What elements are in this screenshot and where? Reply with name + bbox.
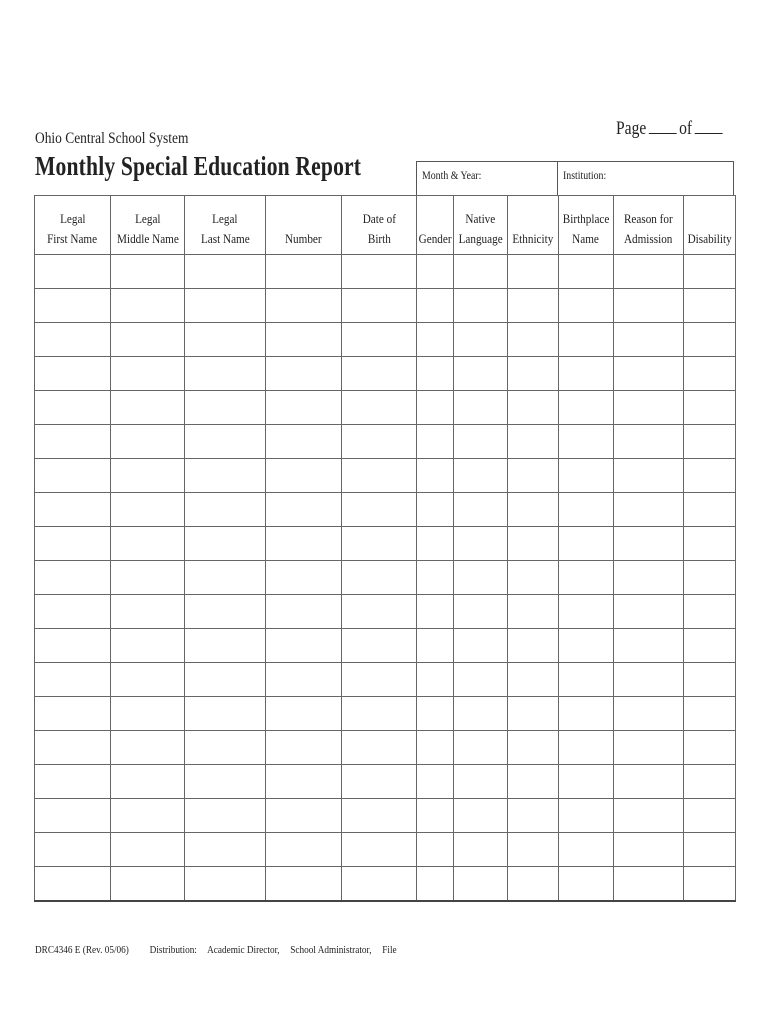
table-cell[interactable]: [559, 799, 614, 833]
table-cell[interactable]: [684, 595, 736, 629]
table-cell[interactable]: [111, 255, 185, 289]
report-info-box: [416, 161, 734, 195]
table-cell[interactable]: [185, 561, 266, 595]
table-cell[interactable]: [35, 833, 111, 867]
table-cell[interactable]: [559, 765, 614, 799]
table-cell[interactable]: [266, 493, 342, 527]
table-row: [35, 357, 736, 391]
table-cell[interactable]: [35, 867, 111, 902]
table-cell[interactable]: [417, 459, 454, 493]
table-row: [35, 425, 736, 459]
table-cell[interactable]: [342, 391, 417, 425]
month-year-field[interactable]: [417, 162, 558, 195]
table-cell[interactable]: [684, 799, 736, 833]
table-cell[interactable]: [614, 595, 684, 629]
table-cell[interactable]: [614, 425, 684, 459]
table-cell[interactable]: [614, 255, 684, 289]
institution-field[interactable]: [558, 162, 733, 195]
table-cell[interactable]: [266, 629, 342, 663]
table-cell[interactable]: [111, 731, 185, 765]
table-cell[interactable]: [559, 663, 614, 697]
table-cell[interactable]: [454, 289, 508, 323]
table-body: [35, 255, 736, 902]
table-cell[interactable]: [342, 561, 417, 595]
table-cell[interactable]: [266, 833, 342, 867]
table-cell[interactable]: [185, 289, 266, 323]
table-cell[interactable]: [614, 731, 684, 765]
table-cell[interactable]: [417, 629, 454, 663]
table-cell[interactable]: [266, 323, 342, 357]
table-cell[interactable]: [508, 425, 559, 459]
table-cell[interactable]: [614, 697, 684, 731]
table-row: [35, 561, 736, 595]
table-cell[interactable]: [35, 799, 111, 833]
table-cell[interactable]: [185, 595, 266, 629]
column-header-line: Legal: [134, 211, 161, 226]
table-row: [35, 663, 736, 697]
table-cell[interactable]: [508, 323, 559, 357]
table-cell[interactable]: [559, 833, 614, 867]
table-cell[interactable]: [35, 731, 111, 765]
table-cell[interactable]: [559, 255, 614, 289]
table-cell[interactable]: [342, 833, 417, 867]
table-cell[interactable]: [35, 391, 111, 425]
table-cell[interactable]: [454, 731, 508, 765]
table-cell[interactable]: [614, 561, 684, 595]
table-cell[interactable]: [266, 391, 342, 425]
table-cell[interactable]: [508, 731, 559, 765]
table-cell[interactable]: [454, 459, 508, 493]
column-header: [508, 196, 559, 255]
table-cell[interactable]: [417, 255, 454, 289]
table-cell[interactable]: [614, 323, 684, 357]
table-cell[interactable]: [614, 867, 684, 902]
table-cell[interactable]: [35, 357, 111, 391]
table-cell[interactable]: [454, 799, 508, 833]
table-cell[interactable]: [684, 425, 736, 459]
table-cell[interactable]: [417, 323, 454, 357]
form-id: DRC4346 E (Rev. 05/06): [35, 944, 129, 956]
table-cell[interactable]: [684, 663, 736, 697]
page-number-field: [616, 118, 725, 140]
table-cell[interactable]: [454, 867, 508, 902]
distribution-label: Distribution:: [149, 944, 197, 956]
report-table: [34, 195, 736, 902]
table-cell[interactable]: [185, 833, 266, 867]
table-cell[interactable]: [614, 459, 684, 493]
table-cell[interactable]: [111, 527, 185, 561]
table-cell[interactable]: [111, 629, 185, 663]
table-cell[interactable]: [342, 731, 417, 765]
table-cell[interactable]: [508, 799, 559, 833]
column-header-line: Legal: [212, 211, 238, 226]
table-cell[interactable]: [684, 357, 736, 391]
table-cell[interactable]: [342, 595, 417, 629]
table-cell[interactable]: [614, 289, 684, 323]
column-header: [614, 196, 684, 255]
table-cell[interactable]: [508, 765, 559, 799]
table-cell[interactable]: [614, 493, 684, 527]
table-cell[interactable]: [266, 289, 342, 323]
table-cell[interactable]: [614, 357, 684, 391]
table-cell[interactable]: [185, 357, 266, 391]
table-cell[interactable]: [35, 697, 111, 731]
table-cell[interactable]: [559, 697, 614, 731]
table-row: [35, 731, 736, 765]
table-cell[interactable]: [508, 459, 559, 493]
table-row: [35, 799, 736, 833]
table-cell[interactable]: [559, 731, 614, 765]
column-header-line: Legal: [59, 211, 86, 226]
column-header: [684, 196, 736, 255]
column-header: [417, 196, 454, 255]
column-header-line: Name: [572, 231, 600, 246]
distribution-recipient: School Administrator,: [290, 944, 372, 956]
table-cell[interactable]: [111, 289, 185, 323]
table-cell[interactable]: [185, 323, 266, 357]
table-cell[interactable]: [508, 561, 559, 595]
table-cell[interactable]: [35, 527, 111, 561]
table-cell[interactable]: [266, 561, 342, 595]
table-cell[interactable]: [454, 765, 508, 799]
table-cell[interactable]: [454, 527, 508, 561]
table-cell[interactable]: [417, 663, 454, 697]
table-cell[interactable]: [111, 561, 185, 595]
table-cell[interactable]: [342, 765, 417, 799]
table-cell[interactable]: [454, 697, 508, 731]
table-cell[interactable]: [559, 561, 614, 595]
table-cell[interactable]: [684, 527, 736, 561]
table-cell[interactable]: [35, 561, 111, 595]
table-cell[interactable]: [111, 357, 185, 391]
table-cell[interactable]: [508, 629, 559, 663]
table-cell[interactable]: [454, 561, 508, 595]
table-cell[interactable]: [342, 357, 417, 391]
table-cell[interactable]: [35, 289, 111, 323]
table-cell[interactable]: [111, 493, 185, 527]
table-cell[interactable]: [342, 425, 417, 459]
table-cell[interactable]: [508, 595, 559, 629]
table-cell[interactable]: [342, 459, 417, 493]
column-header-line: Number: [285, 231, 322, 246]
table-cell[interactable]: [342, 867, 417, 902]
table-cell[interactable]: [684, 697, 736, 731]
table-cell[interactable]: [454, 629, 508, 663]
table-cell[interactable]: [614, 833, 684, 867]
table-cell[interactable]: [614, 629, 684, 663]
column-header-line: Middle Name: [116, 231, 179, 246]
table-row: [35, 527, 736, 561]
column-header-line: Ethnicity: [512, 231, 554, 246]
table-cell[interactable]: [266, 799, 342, 833]
table-cell[interactable]: [185, 799, 266, 833]
table-cell[interactable]: [111, 323, 185, 357]
column-header-line: Native: [465, 211, 496, 226]
table-cell[interactable]: [684, 833, 736, 867]
table-cell[interactable]: [185, 391, 266, 425]
table-cell[interactable]: [508, 289, 559, 323]
page-total-blank[interactable]: [695, 119, 723, 134]
table-cell[interactable]: [417, 731, 454, 765]
table-cell[interactable]: [454, 323, 508, 357]
table-cell[interactable]: [342, 697, 417, 731]
table-row: [35, 833, 736, 867]
table-cell[interactable]: [559, 459, 614, 493]
table-cell[interactable]: [508, 663, 559, 697]
table-cell[interactable]: [508, 357, 559, 391]
table-cell[interactable]: [342, 289, 417, 323]
table-cell[interactable]: [342, 629, 417, 663]
table-cell[interactable]: [684, 561, 736, 595]
table-cell[interactable]: [559, 425, 614, 459]
column-header: [342, 196, 417, 255]
table-cell[interactable]: [35, 629, 111, 663]
table-cell[interactable]: [614, 391, 684, 425]
table-row: [35, 765, 736, 799]
table-cell[interactable]: [614, 765, 684, 799]
table-cell[interactable]: [508, 255, 559, 289]
table-cell[interactable]: [111, 425, 185, 459]
table-cell[interactable]: [266, 459, 342, 493]
column-header: [35, 196, 111, 255]
page-number-blank[interactable]: [649, 119, 677, 134]
table-header-row: [35, 196, 736, 255]
table-cell[interactable]: [508, 833, 559, 867]
table-cell[interactable]: [454, 255, 508, 289]
table-cell[interactable]: [185, 663, 266, 697]
table-cell[interactable]: [111, 595, 185, 629]
table-cell[interactable]: [559, 595, 614, 629]
table-cell[interactable]: [559, 867, 614, 902]
column-header-line: Admission: [624, 231, 673, 246]
table-cell[interactable]: [111, 765, 185, 799]
organization-name: Ohio Central School System: [35, 130, 189, 147]
table-cell[interactable]: [417, 493, 454, 527]
table-cell[interactable]: [266, 425, 342, 459]
table-cell[interactable]: [508, 867, 559, 902]
table-row: [35, 255, 736, 289]
table-cell[interactable]: [185, 697, 266, 731]
table-cell[interactable]: [684, 255, 736, 289]
table-cell[interactable]: [417, 527, 454, 561]
table-cell[interactable]: [417, 391, 454, 425]
table-cell[interactable]: [185, 425, 266, 459]
table-row: [35, 629, 736, 663]
table-cell[interactable]: [342, 255, 417, 289]
table-row: [35, 697, 736, 731]
table-cell[interactable]: [684, 493, 736, 527]
column-header-line: Birth: [367, 231, 391, 246]
table-cell[interactable]: [35, 425, 111, 459]
table-cell[interactable]: [684, 323, 736, 357]
column-header-line: Last Name: [200, 231, 250, 246]
table-cell[interactable]: [417, 867, 454, 902]
table-cell[interactable]: [266, 357, 342, 391]
table-cell[interactable]: [417, 357, 454, 391]
table-cell[interactable]: [559, 289, 614, 323]
table-cell[interactable]: [454, 493, 508, 527]
table-cell[interactable]: [684, 391, 736, 425]
table-cell[interactable]: [185, 867, 266, 902]
table-cell[interactable]: [342, 323, 417, 357]
table-cell[interactable]: [185, 459, 266, 493]
table-cell[interactable]: [342, 799, 417, 833]
table-cell[interactable]: [614, 663, 684, 697]
table-cell[interactable]: [417, 425, 454, 459]
table-cell[interactable]: [508, 391, 559, 425]
institution-label: Institution:: [563, 168, 607, 182]
table-cell[interactable]: [35, 459, 111, 493]
column-header: [185, 196, 266, 255]
table-cell[interactable]: [508, 493, 559, 527]
table-row: [35, 867, 736, 902]
table-cell[interactable]: [559, 323, 614, 357]
table-cell[interactable]: [684, 289, 736, 323]
table-cell[interactable]: [454, 391, 508, 425]
column-header: [559, 196, 614, 255]
table-cell[interactable]: [454, 663, 508, 697]
table-row: [35, 459, 736, 493]
table-cell[interactable]: [614, 527, 684, 561]
table-cell[interactable]: [508, 527, 559, 561]
table-cell[interactable]: [454, 357, 508, 391]
table-cell[interactable]: [266, 663, 342, 697]
column-header: [266, 196, 342, 255]
table-cell[interactable]: [111, 391, 185, 425]
table-cell[interactable]: [559, 629, 614, 663]
table-cell[interactable]: [342, 527, 417, 561]
table-cell[interactable]: [559, 357, 614, 391]
table-cell[interactable]: [266, 595, 342, 629]
month-year-label: Month & Year:: [422, 168, 482, 182]
table-cell[interactable]: [111, 459, 185, 493]
table-cell[interactable]: [111, 799, 185, 833]
table-row: [35, 289, 736, 323]
column-header: [454, 196, 508, 255]
table-cell[interactable]: [35, 323, 111, 357]
table-cell[interactable]: [35, 255, 111, 289]
table-cell[interactable]: [111, 833, 185, 867]
table-cell[interactable]: [111, 697, 185, 731]
column-header-line: Reason for: [624, 211, 673, 226]
distribution-recipient: Academic Director,: [207, 944, 280, 956]
form-footer: [35, 944, 405, 956]
table-cell[interactable]: [454, 595, 508, 629]
table-cell[interactable]: [559, 391, 614, 425]
table-cell[interactable]: [266, 697, 342, 731]
page-of-label: of: [679, 118, 693, 139]
table-cell[interactable]: [266, 527, 342, 561]
table-cell[interactable]: [684, 629, 736, 663]
table-row: [35, 595, 736, 629]
report-title: Monthly Special Education Report: [35, 151, 362, 181]
table-cell[interactable]: [35, 595, 111, 629]
column-header: [111, 196, 185, 255]
table-cell[interactable]: [185, 731, 266, 765]
table-cell[interactable]: [185, 493, 266, 527]
column-header-line: Gender: [418, 231, 452, 246]
table-cell[interactable]: [614, 799, 684, 833]
table-cell[interactable]: [185, 629, 266, 663]
table-cell[interactable]: [417, 289, 454, 323]
table-row: [35, 391, 736, 425]
table-cell[interactable]: [559, 527, 614, 561]
column-header-line: Date of: [362, 211, 396, 226]
column-header-line: First Name: [47, 231, 98, 246]
table-cell[interactable]: [35, 765, 111, 799]
table-cell[interactable]: [684, 765, 736, 799]
table-cell[interactable]: [266, 731, 342, 765]
table-cell[interactable]: [417, 595, 454, 629]
table-cell[interactable]: [266, 867, 342, 902]
column-header-line: Language: [458, 231, 503, 246]
table-cell[interactable]: [454, 833, 508, 867]
table-row: [35, 323, 736, 357]
table-cell[interactable]: [417, 799, 454, 833]
table-cell[interactable]: [417, 697, 454, 731]
table-cell[interactable]: [266, 765, 342, 799]
table-cell[interactable]: [454, 425, 508, 459]
table-row: [35, 493, 736, 527]
column-header-line: Birthplace: [562, 211, 610, 226]
distribution-recipient: File: [382, 944, 397, 956]
table-cell[interactable]: [684, 867, 736, 902]
table-cell[interactable]: [266, 255, 342, 289]
table-cell[interactable]: [111, 663, 185, 697]
table-cell[interactable]: [185, 527, 266, 561]
table-cell[interactable]: [185, 765, 266, 799]
table-cell[interactable]: [35, 493, 111, 527]
table-cell[interactable]: [417, 561, 454, 595]
table-cell[interactable]: [342, 663, 417, 697]
page-prefix: Page: [616, 118, 647, 139]
table-cell[interactable]: [417, 833, 454, 867]
table-cell[interactable]: [35, 663, 111, 697]
table-cell[interactable]: [185, 255, 266, 289]
table-cell[interactable]: [684, 731, 736, 765]
table-cell[interactable]: [559, 493, 614, 527]
table-cell[interactable]: [417, 765, 454, 799]
table-cell[interactable]: [684, 459, 736, 493]
table-cell[interactable]: [508, 697, 559, 731]
column-header-line: Disability: [687, 231, 732, 246]
table-cell[interactable]: [342, 493, 417, 527]
table-cell[interactable]: [111, 867, 185, 902]
